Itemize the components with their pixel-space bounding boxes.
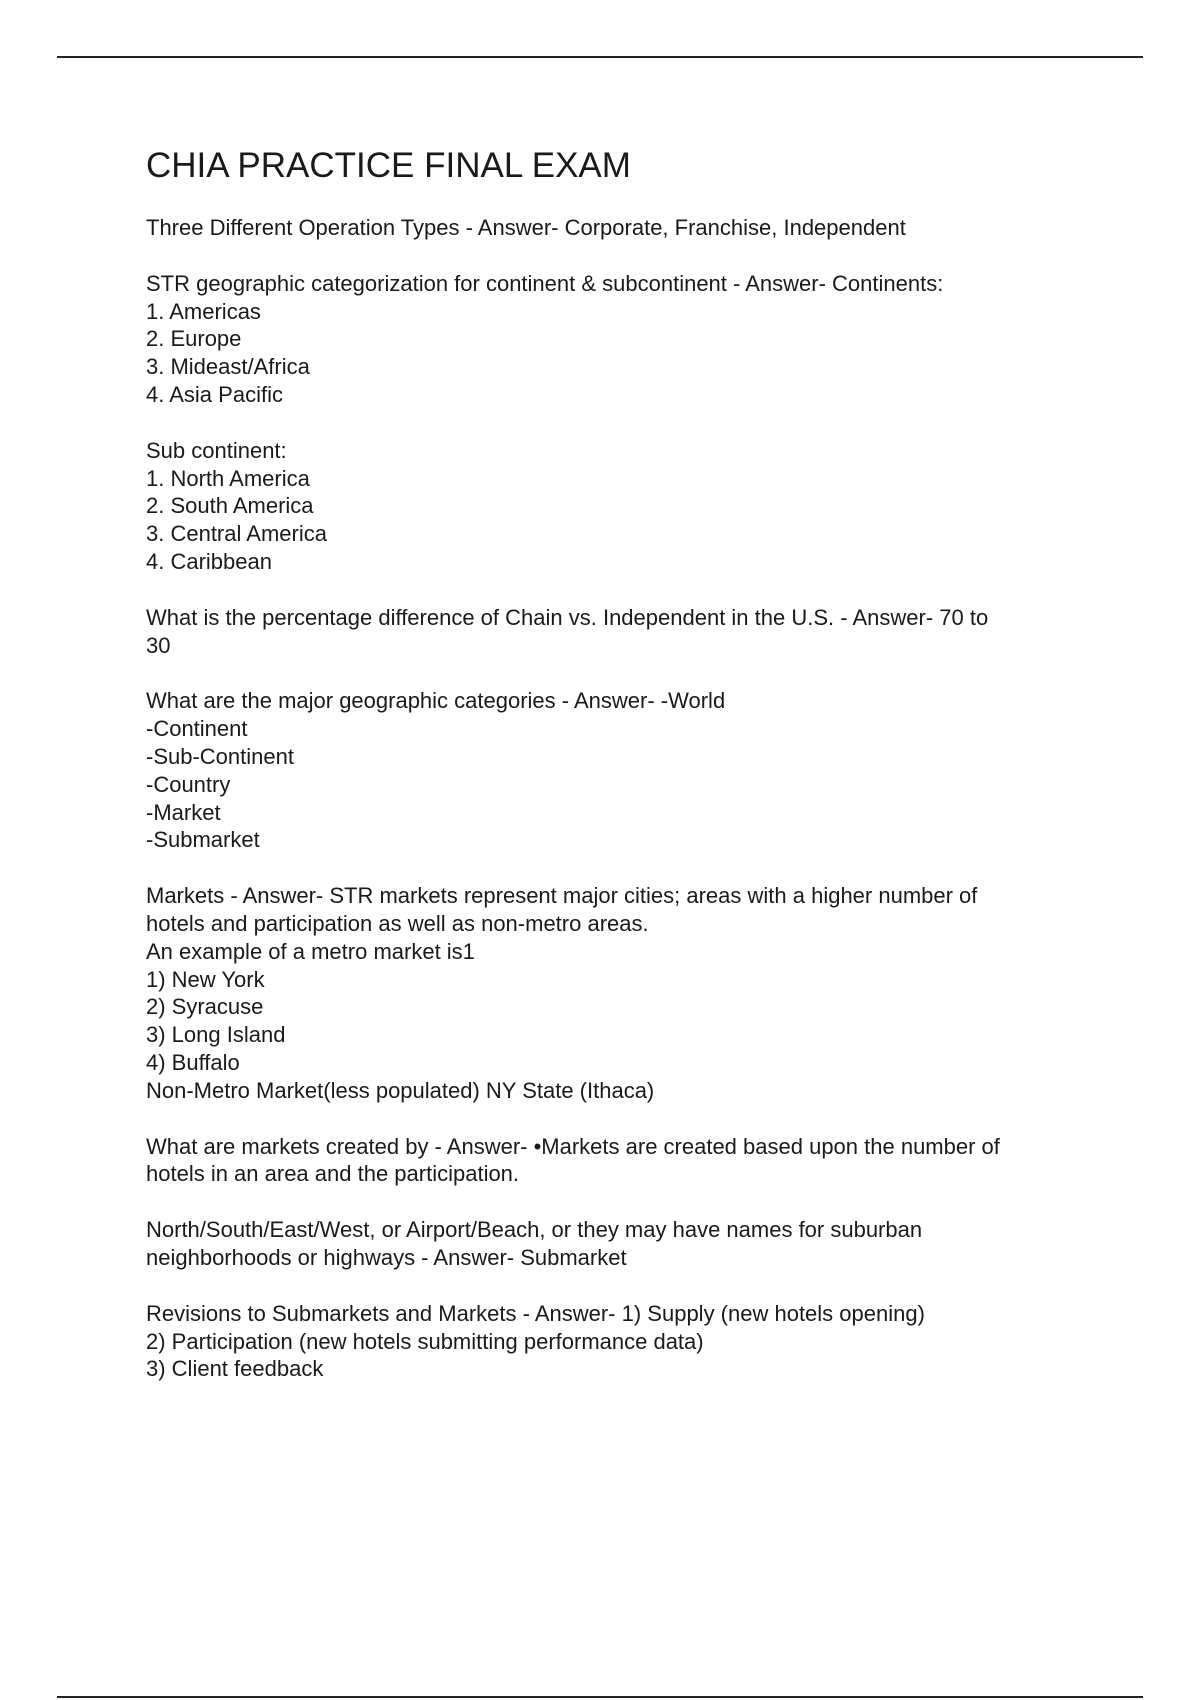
qa-operation-types — [146, 214, 1106, 242]
qa-revisions — [146, 1300, 1106, 1383]
qa-markets-created-by — [146, 1133, 1106, 1189]
text-line: Sub continent: — [146, 437, 287, 463]
text-line: What are the major geographic categories - Answer- -World — [146, 688, 726, 714]
top-rule — [57, 56, 1143, 58]
list-item: 3. Mideast/Africa — [146, 354, 310, 380]
text-line: Revisions to Submarkets and Markets - Answer- 1) Supply (new hotels opening) — [146, 1300, 925, 1326]
document-body — [146, 140, 1106, 1411]
text-line: Markets - Answer- STR markets represent major cities; areas with a higher number of — [146, 883, 978, 909]
list-item: -Country — [146, 771, 231, 797]
qa-chain-vs-independent — [146, 604, 1106, 660]
list-item: 2) Participation (new hotels submitting performance data) — [146, 1328, 704, 1354]
list-item: 4) Buffalo — [146, 1049, 240, 1075]
text-line: An example of a metro market is1 — [146, 938, 475, 964]
list-item: 4. Asia Pacific — [146, 381, 283, 407]
document-title: CHIA PRACTICE FINAL EXAM — [146, 146, 631, 185]
text-line: Three Different Operation Types - Answer- Corporate, Franchise, Independent — [146, 215, 906, 240]
text-line: STR geographic categorization for continent & subcontinent - Answer- Continents: — [146, 270, 944, 296]
list-item: 1. Americas — [146, 298, 261, 324]
list-item: 2. South America — [146, 493, 314, 519]
list-item: 2. Europe — [146, 326, 242, 352]
list-item: 1. North America — [146, 465, 310, 491]
text-line: hotels and participation as well as non-metro areas. — [146, 910, 649, 936]
text-line: hotels in an area and the participation. — [146, 1161, 520, 1187]
list-item: -Market — [146, 799, 221, 825]
list-item: -Continent — [146, 716, 248, 742]
text-line: neighborhoods or highways - Answer- Submarket — [146, 1244, 627, 1270]
list-item: 3) Long Island — [146, 1022, 286, 1048]
text-line: Non-Metro Market(less populated) NY State (Ithaca) — [146, 1077, 655, 1103]
list-item: -Sub-Continent — [146, 743, 294, 769]
list-item: 1) New York — [146, 966, 265, 992]
list-item: -Submarket — [146, 827, 260, 853]
qa-submarket — [146, 1216, 1106, 1272]
qa-continents — [146, 270, 1106, 409]
bottom-rule — [57, 1696, 1143, 1698]
text-line: 30 — [146, 632, 171, 658]
list-item: 3. Central America — [146, 521, 327, 547]
text-line: North/South/East/West, or Airport/Beach, or they may have names for suburban — [146, 1217, 923, 1243]
qa-markets — [146, 882, 1106, 1104]
qa-geographic-categories — [146, 687, 1106, 854]
text-line: What are markets created by - Answer- •Markets are created based upon the number of — [146, 1133, 1000, 1159]
qa-subcontinents — [146, 437, 1106, 576]
list-item: 4. Caribbean — [146, 548, 272, 574]
list-item: 2) Syracuse — [146, 994, 264, 1020]
list-item: 3) Client feedback — [146, 1356, 324, 1382]
text-line: What is the percentage difference of Chain vs. Independent in the U.S. - Answer- 70 to — [146, 604, 989, 630]
